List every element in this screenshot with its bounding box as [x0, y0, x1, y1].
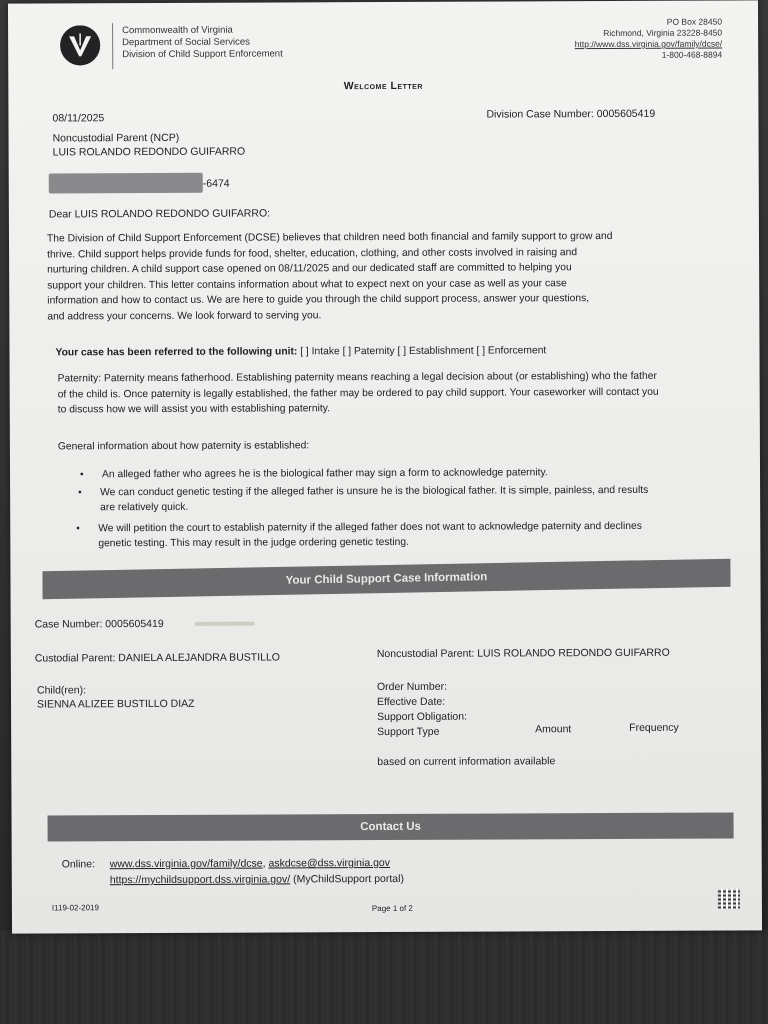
address-line: Richmond, Virginia 23228-8450 — [603, 27, 723, 39]
referral-line — [55, 342, 735, 360]
address-line: PO Box 28450 — [666, 16, 723, 27]
letter-date: 08/11/2025 — [52, 112, 105, 125]
logo-mark — [60, 25, 100, 65]
header-divider — [112, 23, 113, 69]
bullet-dot-icon: • — [78, 487, 82, 499]
page-number: Page 1 of 2 — [371, 903, 413, 914]
children-label: Child(ren): — [36, 684, 87, 697]
email-link[interactable]: askdcse@dss.virginia.gov — [268, 856, 391, 870]
agency-address-block — [575, 17, 723, 62]
bullet-item — [80, 464, 732, 482]
salutation: Dear LUIS ROLANDO REDONDO GUIFARRO: — [48, 207, 271, 221]
paternity-line: of the child is. Once paternity is legally established, the father may be ordered to pay child support. Your caseworker will contact you — [57, 386, 659, 400]
amount-label: Amount — [535, 723, 572, 736]
bullet-item — [78, 482, 740, 515]
agency-name-block — [122, 24, 283, 61]
intro-line: thrive. Child support helps provide funds for food, shelter, education, clothing, and other costs involved in raising and — [47, 246, 578, 260]
paternity-line: to discuss how we will assist you with establishing paternity. — [57, 403, 331, 416]
online-label: Online: — [61, 858, 96, 871]
contact-section-header: Contact Us — [48, 812, 734, 841]
referral-units: [ ] Intake [ ] Paternity [ ] Establishment [ ] Enforcement — [300, 345, 547, 358]
portal-row — [110, 872, 404, 887]
general-info-heading: General information about how paternity is established: — [57, 440, 310, 453]
form-id: I119-02-2019 — [51, 903, 99, 913]
referral-label: Your case has been referred to the following unit: — [55, 346, 298, 359]
bullet-dot-icon: • — [80, 469, 84, 481]
case-info-section-header: Your Child Support Case Information — [42, 559, 730, 600]
bullet-dot-icon: • — [76, 523, 80, 535]
bullet-text: genetic testing. This may result in the judge ordering genetic testing. — [98, 536, 409, 550]
intro-paragraph — [47, 228, 737, 324]
case-number: Case Number: 0005605419 — [34, 617, 164, 631]
based-on-note: based on current information available — [377, 755, 556, 769]
online-links-row — [110, 856, 390, 871]
agency-line: Commonwealth of Virginia — [122, 24, 233, 37]
bullet-item — [76, 518, 743, 551]
division-case-number: Division Case Number: 0005605419 — [486, 107, 656, 121]
letter-page — [8, 0, 762, 933]
desk-background — [0, 930, 768, 1024]
agency-phone: 1-800-468-8894 — [661, 49, 723, 60]
ink-smudge — [195, 622, 255, 626]
dcse-website-link[interactable]: www.dss.virginia.gov/family/dcse — [109, 857, 263, 871]
effective-date-label: Effective Date: — [376, 695, 446, 709]
order-number-label: Order Number: — [376, 680, 448, 694]
qr-code-overlay — [718, 888, 740, 908]
child-name: SIENNA ALIZEE BUSTILLO DIAZ — [37, 697, 195, 711]
custodial-parent: Custodial Parent: DANIELA ALEJANDRA BUSTILLO — [34, 651, 280, 665]
intro-line: and address your concerns. We look forward to serving you. — [47, 309, 322, 322]
paternity-paragraph — [58, 368, 748, 418]
paternity-line: Paternity: Paternity means fatherhood. Establishing paternity means reaching a legal decision about (or establishing) who the father — [57, 370, 657, 385]
bullet-text: are relatively quick. — [100, 501, 189, 514]
bullet-text: We will petition the court to establish paternity if the alleged father does not want to acknowledge paternity and declines — [98, 520, 642, 535]
id-suffix: -6474 — [202, 177, 230, 190]
intro-line: The Division of Child Support Enforcement (DCSE) believes that children need both financial and family support to grow and — [46, 231, 613, 245]
redacted-block — [49, 173, 203, 194]
agency-line: Department of Social Services — [122, 36, 250, 49]
intro-line: support your children. This letter contains information about what to expect next on your case as well as your case — [47, 277, 567, 291]
intro-line: information and how to contact us. We are here to guide you through the child support process, answer your questions, — [47, 293, 590, 307]
support-type-label: Support Type — [377, 725, 440, 739]
agency-line: Division of Child Support Enforcement — [122, 48, 283, 61]
bullet-text: We can conduct genetic testing if the alleged father is unsure he is the biological father. It is simple, painless, and results — [100, 484, 649, 499]
recipient-role: Noncustodial Parent (NCP) — [52, 131, 180, 145]
bullet-text: An alleged father who agrees he is the biological father may sign a form to acknowledge paternity. — [102, 467, 548, 481]
support-obligation-label: Support Obligation: — [377, 710, 468, 724]
recipient-name: LUIS ROLANDO REDONDO GUIFARRO — [52, 145, 246, 159]
frequency-label: Frequency — [629, 721, 679, 734]
letter-title: Welcome Letter — [343, 79, 423, 93]
portal-link[interactable]: https://mychildsupport.dss.virginia.gov/ — [109, 873, 291, 887]
noncustodial-parent: Noncustodial Parent: LUIS ROLANDO REDONDO GUIFARRO — [376, 646, 670, 661]
agency-website-link[interactable]: http://www.dss.virginia.gov/family/dcse/ — [574, 38, 723, 50]
portal-label: (MyChildSupport portal) — [293, 872, 404, 886]
intro-line: nurturing children. A child support case opened on 08/11/2025 and our dedicated staff are committed to helping you — [47, 262, 572, 276]
virginia-v-logo-icon — [60, 25, 100, 65]
comma: , — [262, 857, 269, 870]
